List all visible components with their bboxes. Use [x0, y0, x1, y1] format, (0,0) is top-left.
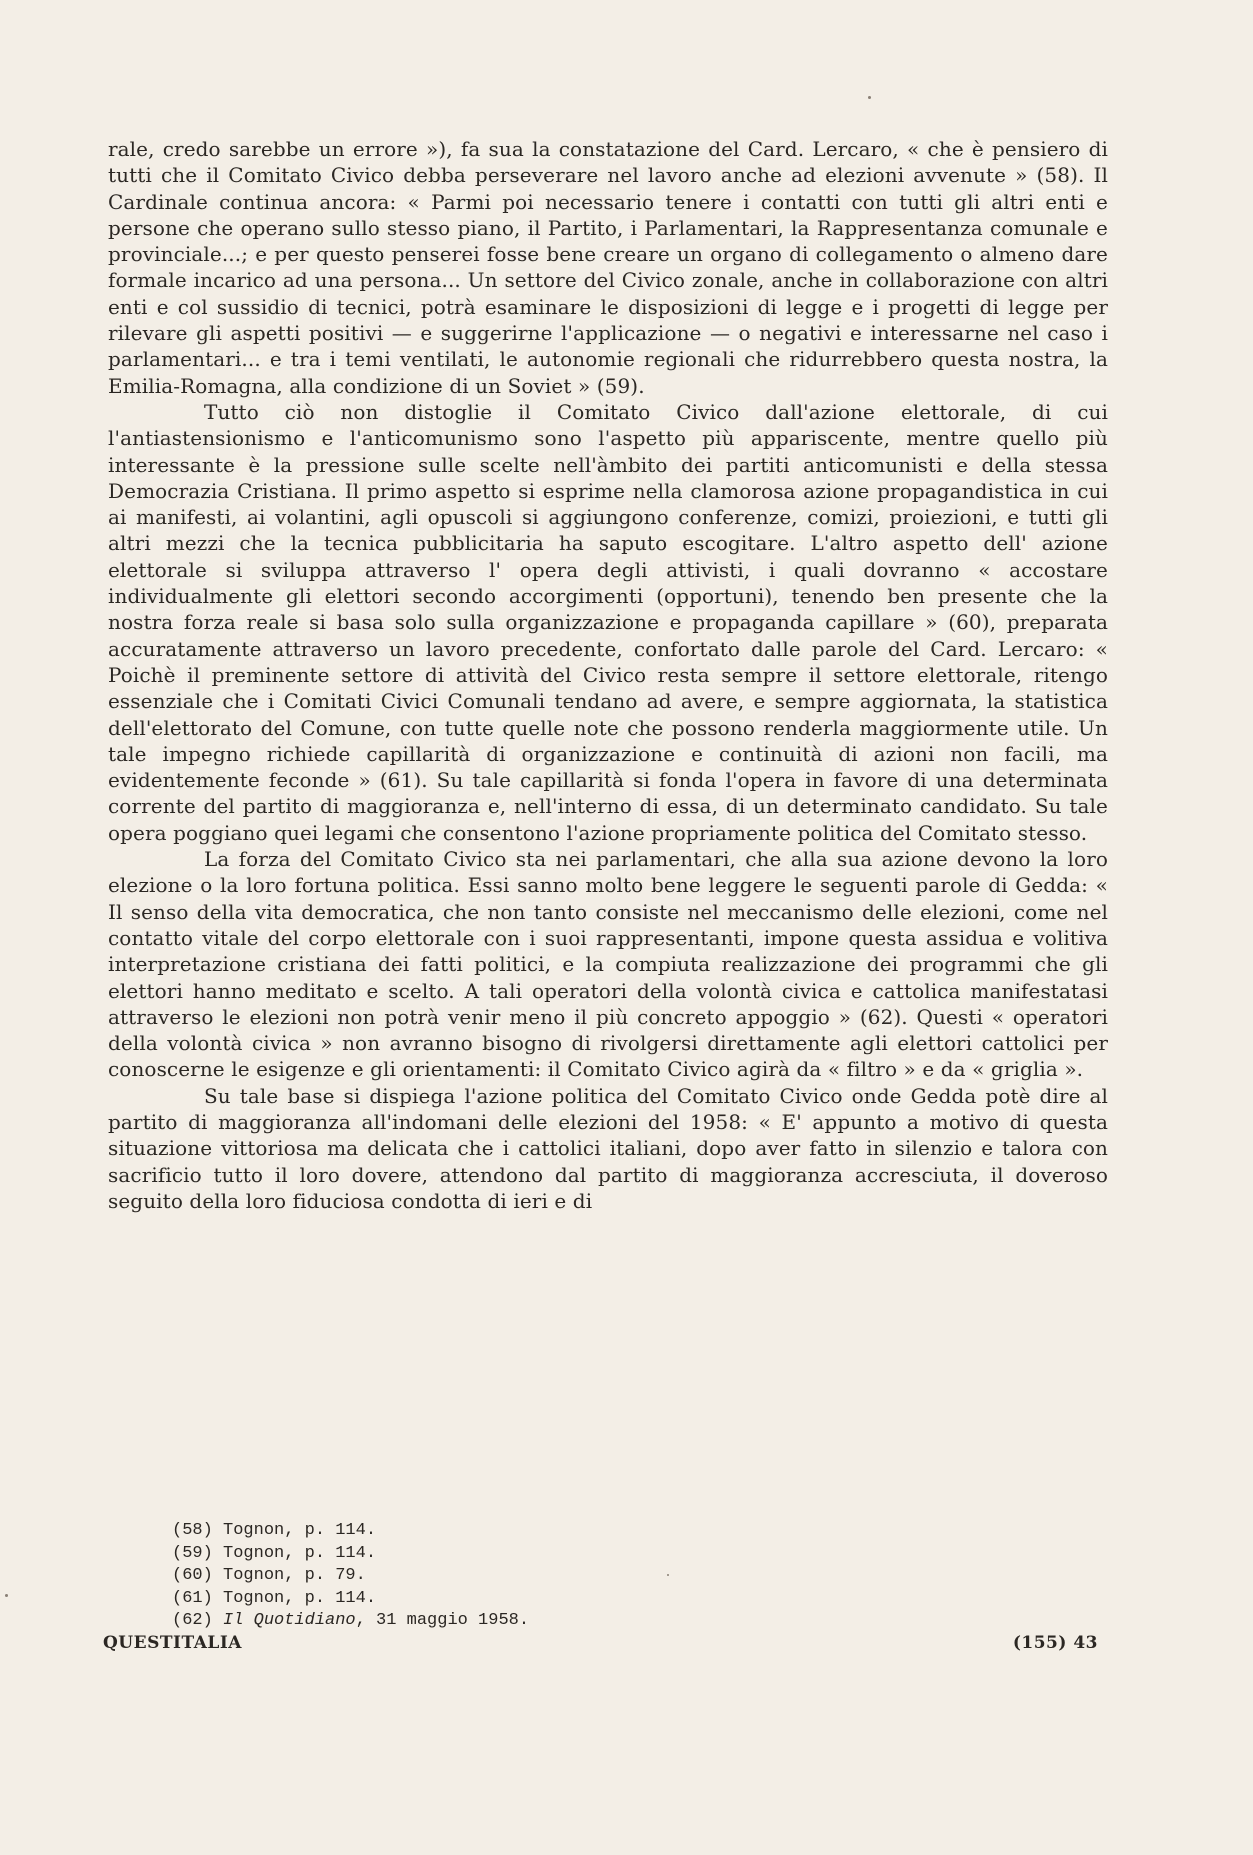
footnote-text: Tognon, p. 114. [223, 1588, 377, 1608]
paragraph-2: Tutto ciò non distoglie il Comitato Civico dall'azione elettorale, di cui l'antiastensionismo e l'anticomunismo sono l'aspetto più appariscente, mentre quello più interessante è la pressione sulle scelte nell'àmbito dei partiti anticomunisti e della stessa Democrazia Cristiana. Il primo aspetto si esprime nella clamorosa azione propagandistica in cui ai manifesti, ai volantini, agli opuscoli si aggiungono conferenze, comizi, proiezioni, e tutti gli altri mezzi che la tecnica pubblicitaria ha saputo escogitare. L'altro aspetto dell' azione elettorale si sviluppa attraverso l' opera degli attivisti, i quali dovranno « accostare individualmente gli elettori secondo accorgimenti (opportuni), tenendo ben presente che la nostra forza reale si basa solo sulla organizzazione e propaganda capillare » (60), preparata accuratamente attraverso un lavoro precedente, confortato dalle parole del Card. Lercaro: « Poichè il preminente settore di attività del Civico resta sempre il settore elettorale, ritengo essenziale che i Comitati Civici Comunali tendano ad avere, e sempre aggiornata, la statistica dell'elettorato del Comune, con tutte quelle note che possono renderla maggiormente utile. Un tale impegno richiede capillarità di organizzazione e continuità di azioni non facili, ma evidentemente feconde » (61). Su tale capillarità si fonda l'opera in favore di una determinata corrente del partito di maggioranza e, nell'interno di essa, di un determinato candidato. Su tale opera poggiano quei legami che consentono l'azione propriamente politica del Comitato stesso. [108, 399, 1108, 845]
footnote-number: (58) [172, 1521, 213, 1540]
footnote-number: (60) [172, 1566, 213, 1585]
footnote-source-title: Il Quotidiano [223, 1611, 356, 1630]
footnote-number: (59) [172, 1543, 213, 1563]
paper-speck [667, 1574, 669, 1576]
paragraph-3: La forza del Comitato Civico sta nei parlamentari, che alla sua azione devono la loro elezione o la loro fortuna politica. Essi sanno molto bene leggere le seguenti parole di Gedda: « Il senso della vita democratica, che non tanto consiste nel meccanismo delle elezioni, come nel contatto vitale del corpo elettorale con i suoi rappresentanti, impone questa assidua e volitiva interpretazione cristiana dei fatti politici, e la compiuta realizzazione dei programmi che gli elettori hanno meditato e scelto. A tali operatori della volontà civica e cattolica manifestatasi attraverso le elezioni non potrà venir meno il più concreto appoggio » (62). Questi « operatori della volontà civica » non avranno bisogno di rivolgersi direttamente agli elettori cattolici per conoscerne le esigenze e gli orientamenti: il Comitato Civico agirà da « filtro » e da « griglia ». [108, 847, 1108, 1082]
footnote-number: (62) [172, 1611, 213, 1630]
footnote-62 [172, 1610, 872, 1633]
footnote-text: Tognon, p. 114. [223, 1543, 377, 1563]
footnotes [172, 1520, 872, 1633]
article-body [108, 136, 1108, 1214]
footnote-58 [172, 1520, 872, 1543]
journal-name: QUESTITALIA [103, 1633, 242, 1653]
footnote-61 [172, 1588, 872, 1611]
page-number: (155) 43 [1012, 1633, 1098, 1653]
footnote-number: (61) [172, 1588, 213, 1608]
paper-speck [5, 1594, 8, 1597]
footnote-text: Tognon, p. 79. [223, 1566, 366, 1585]
footnote-59 [172, 1543, 872, 1566]
paper-speck [868, 96, 871, 99]
footnote-text: , 31 maggio 1958. [355, 1611, 530, 1630]
footnote-60 [172, 1565, 872, 1588]
paragraph-4: Su tale base si dispiega l'azione politica del Comitato Civico onde Gedda potè dire al partito di maggioranza all'indomani delle elezioni del 1958: « E' appunto a motivo di questa situazione vittoriosa ma delicata che i cattolici italiani, dopo aver fatto in silenzio e talora con sacrificio tutto il loro dovere, attendono dal partito di maggioranza accresciuta, il doveroso seguito della loro fiduciosa condotta di ieri e di [108, 1083, 1108, 1213]
paragraph-1: rale, credo sarebbe un errore »), fa sua la constatazione del Card. Lercaro, « che è pensiero di tutti che il Comitato Civico debba perseverare nel lavoro anche ad elezioni avvenute » (58). Il Cardinale continua ancora: « Parmi poi necessario tenere i contatti con tutti gli altri enti e persone che operano sullo stesso piano, il Partito, i Parlamentari, la Rappresentanza comunale e provinciale...; e per questo penserei fosse bene creare un organo di collegamento o almeno dare formale incarico ad una persona... Un settore del Civico zonale, anche in collaborazione con altri enti e col sussidio di tecnici, potrà esaminare le disposizioni di legge e i progetti di legge per rilevare gli aspetti positivi — e suggerirne l'applicazione — o negativi e interessarne nel caso i parlamentari... e tra i temi ventilati, le autonomie regionali che ridurrebbero questa nostra, la Emilia-Romagna, alla condizione di un Soviet » (59). [108, 137, 1108, 398]
footnote-text: Tognon, p. 114. [223, 1521, 377, 1540]
